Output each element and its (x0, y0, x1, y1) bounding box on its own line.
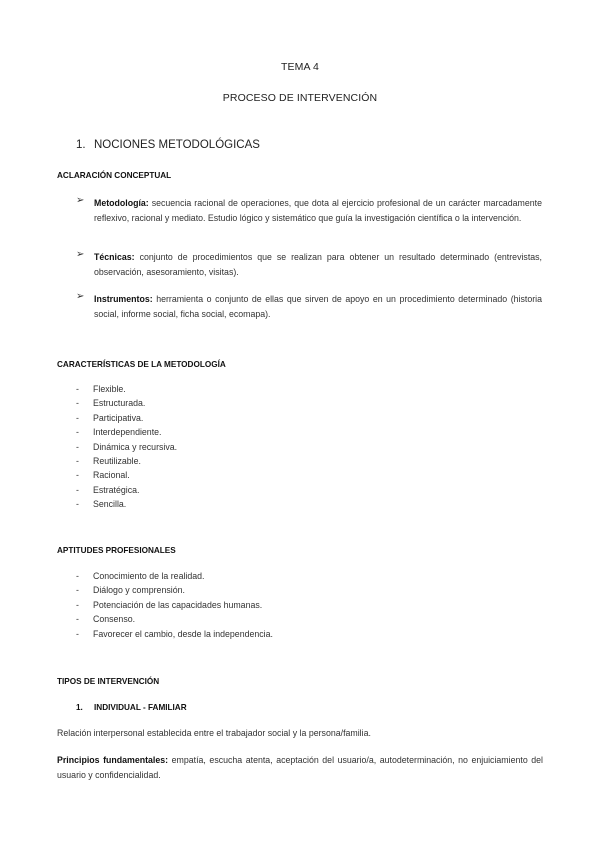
bullet-description: secuencia racional de operaciones, que dota al ejercicio profesional de un carácter marcadamente reflexivo, racional y mediato. Estudio lógico y sistemático que guía la investigación científica o la intervención. (94, 198, 542, 223)
arrow-icon: ➢ (76, 291, 85, 302)
tema-title: TEMA 4 (281, 61, 319, 73)
bullet-description: conjunto de procedimientos que se realizan para obtener un resultado determinado (entrevistas, observación, asesoramiento, visitas). (94, 252, 542, 277)
list-item: - Dinámica y recursiva. (76, 441, 178, 452)
bullet-description: herramienta o conjunto de ellas que sirven de apoyo en un procedimiento determinado (historia social, informe social, ficha social, ecomapa). (94, 294, 542, 319)
section1-number: 1. (76, 139, 86, 151)
principios-term: Principios fundamentales: (57, 755, 169, 765)
caracteristicas-list (76, 382, 177, 512)
list-item: - Interdependiente. (76, 427, 162, 438)
list-item: - Participativa. (76, 412, 144, 423)
bullet-term: Metodología: (94, 198, 149, 208)
list-item: - Favorecer el cambio, desde la independencia. (76, 628, 273, 639)
list-item: - Estratégica. (76, 484, 140, 495)
principios-paragraph (57, 753, 543, 783)
bullet-term: Instrumentos: (94, 294, 153, 304)
bullet-term: Técnicas: (94, 252, 135, 262)
relacion-text: Relación interpersonal establecida entre el trabajador social y la persona/familia. (57, 728, 371, 738)
list-item: - Flexible. (76, 384, 126, 394)
list-item: - Diálogo y comprensión. (76, 585, 185, 596)
principios-description: empatía, escucha atenta, aceptación del usuario/a, autodeterminación, no enjuiciamiento del usuario y confidencialidad. (57, 755, 543, 780)
document-subtitle: PROCESO DE INTERVENCIÓN (222, 92, 378, 104)
list-item: - Sencilla. (76, 499, 127, 510)
list-item: - Potenciación de las capacidades humanas. (76, 599, 263, 610)
list-item: - Consenso. (76, 614, 136, 625)
section1-title: NOCIONES METODOLÓGICAS (94, 139, 260, 151)
arrow-icon: ➢ (76, 195, 85, 206)
list-item: - Reutilizable. (76, 456, 141, 467)
aptitudes-list (76, 569, 273, 641)
list-item: - Estructurada. (76, 398, 146, 409)
caracteristicas-heading: CARACTERÍSTICAS DE LA METODOLOGÍA (57, 360, 226, 369)
list-item: - Racional. (76, 470, 130, 481)
individual-title: INDIVIDUAL - FAMILIAR (94, 703, 187, 712)
arrow-icon: ➢ (76, 249, 85, 260)
list-item: - Conocimiento de la realidad. (76, 571, 205, 581)
aptitudes-heading: APTITUDES PROFESIONALES (57, 546, 176, 555)
individual-number: 1. (76, 703, 83, 712)
aclaracion-heading: ACLARACIÓN CONCEPTUAL (57, 171, 172, 180)
tipos-heading: TIPOS DE INTERVENCIÓN (57, 677, 160, 686)
